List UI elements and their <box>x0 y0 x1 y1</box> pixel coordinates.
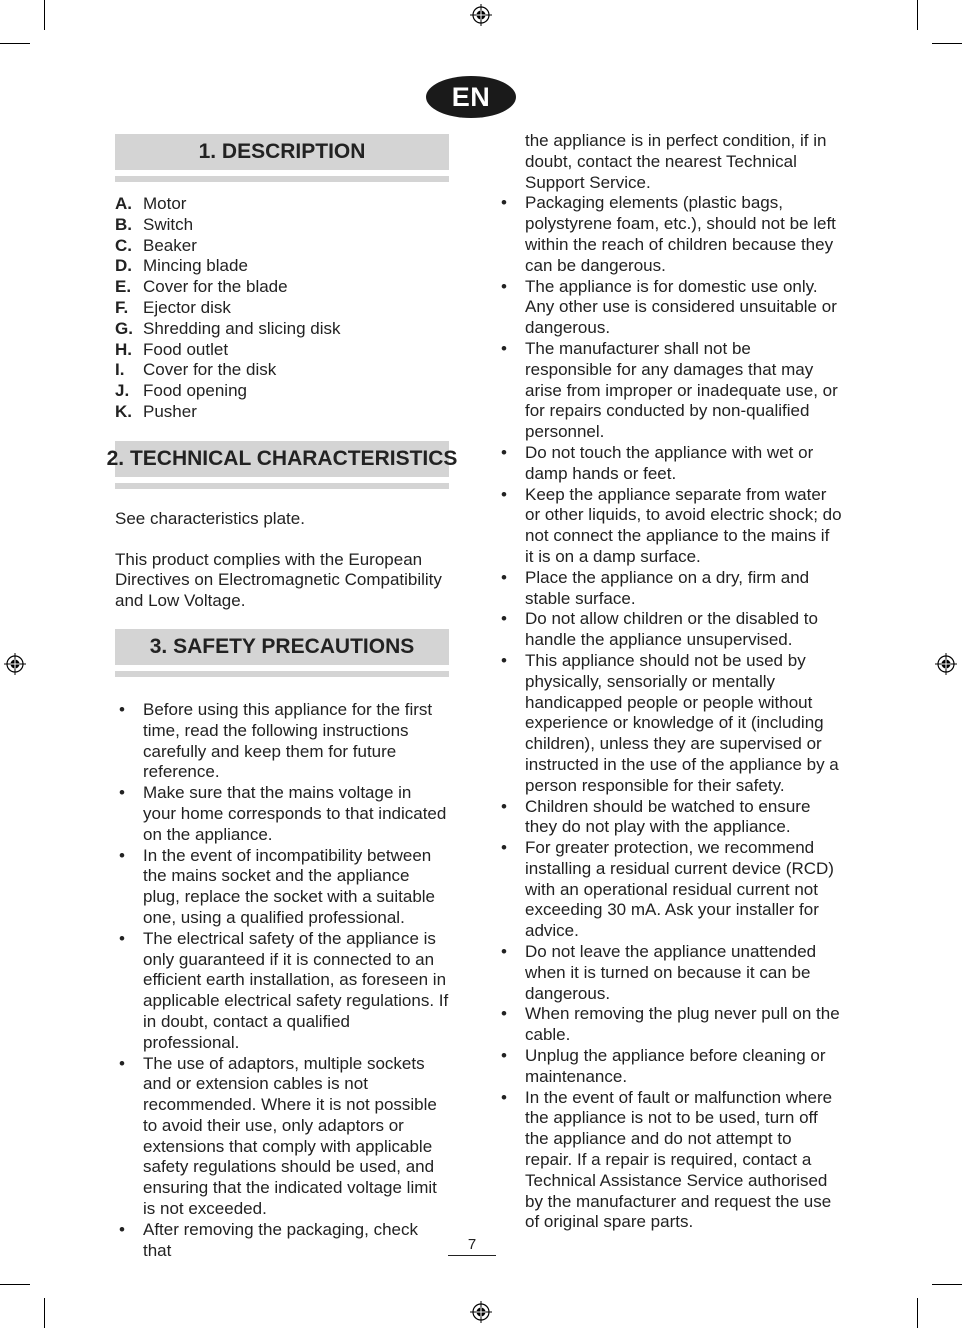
bullet-icon: • <box>119 783 125 803</box>
list-item <box>497 651 842 797</box>
safety-text: In the event of incompatibility between the mains socket and the appliance plug, replace the socket with a suitable one, using a qualified professional. <box>143 845 436 927</box>
safety-text: Make sure that the mains voltage in your home corresponds to that indicated on the appliance. <box>143 783 447 844</box>
part-letter: B. <box>115 214 132 234</box>
safety-text: Place the appliance on a dry, firm and stable surface. <box>525 567 810 608</box>
language-badge: EN <box>426 76 516 118</box>
registration-mark-icon <box>470 4 492 26</box>
right-column <box>497 131 842 1233</box>
list-item <box>115 215 449 236</box>
part-name: Food opening <box>143 381 247 401</box>
safety-text-continuation: the appliance is in perfect condition, if in doubt, contact the nearest Technical Support Service. <box>525 131 827 192</box>
part-letter: G. <box>115 318 133 338</box>
list-item <box>497 193 842 276</box>
safety-text: The manufacturer shall not be responsible for any damages that may arise from improper or inadequate use, or for repairs conducted by non-qualified personnel. <box>525 338 838 442</box>
safety-text: This appliance should not be used by physically, sensorially or mentally handicapped people or people without experience or knowledge of it (including children), unless they are supervised or instructed in the use of the appliance by a person responsible for their safety. <box>525 650 839 795</box>
safety-text: Do not allow children or the disabled to handle the appliance unsupervised. <box>525 609 818 650</box>
part-name: Cover for the disk <box>143 360 277 380</box>
list-item <box>497 443 842 485</box>
bullet-icon: • <box>501 1087 507 1107</box>
list-item <box>115 846 449 929</box>
bullet-icon: • <box>501 942 507 962</box>
bullet-icon: • <box>119 845 125 865</box>
part-letter: K. <box>115 401 132 421</box>
list-item <box>497 277 842 339</box>
safety-heading: 3. SAFETY PRECAUTIONS <box>115 629 449 665</box>
page-number: 7 <box>448 1236 496 1256</box>
list-item <box>115 381 449 402</box>
part-name: Ejector disk <box>143 297 231 317</box>
part-name: Shredding and slicing disk <box>143 318 341 338</box>
safety-text: For greater protection, we recommend installing a residual current device (RCD) with an operational residual current not exceeding 30 mA. Ask your installer for advice. <box>525 838 834 941</box>
safety-text: Before using this appliance for the first time, read the following instructions carefully and keep them for future reference. <box>143 699 433 782</box>
divider <box>115 671 449 677</box>
safety-text: The appliance is for domestic use only. Any other use is considered unsuitable or dangerous. <box>525 276 837 338</box>
part-letter: D. <box>115 256 132 276</box>
technical-heading: 2. TECHNICAL CHARACTERISTICS <box>115 441 449 477</box>
crop-mark <box>0 43 30 44</box>
list-item <box>115 700 449 783</box>
part-name: Food outlet <box>143 339 229 359</box>
safety-text: Do not leave the appliance unattended when it is turned on because it can be dangerous. <box>525 942 817 1003</box>
bullet-icon: • <box>501 796 507 816</box>
list-item <box>497 568 842 610</box>
list-item <box>497 1046 842 1088</box>
list-item <box>115 298 449 319</box>
list-item <box>497 838 842 942</box>
safety-text: When removing the plug never pull on the cable. <box>525 1004 840 1045</box>
bullet-icon: • <box>501 650 507 670</box>
divider <box>115 176 449 182</box>
left-column <box>106 134 458 1261</box>
bullet-icon: • <box>501 276 507 296</box>
list-item <box>497 797 842 839</box>
list-item <box>115 236 449 257</box>
crop-mark <box>932 43 962 44</box>
safety-text: After removing the packaging, check that <box>143 1219 418 1260</box>
bullet-icon: • <box>501 609 507 629</box>
part-letter: A. <box>115 194 132 213</box>
bullet-icon: • <box>501 567 507 587</box>
description-heading: 1. DESCRIPTION <box>115 134 449 170</box>
crop-mark <box>932 1284 962 1285</box>
registration-mark-icon <box>935 653 957 675</box>
part-letter: J. <box>115 381 130 401</box>
safety-text: In the event of fault or malfunction where the appliance is not to be used, turn off the appliance and do not attempt to repair. If a repair is required, contact a Technical Assistance Service authorised by the manufacturer and request the use of original spare parts. <box>525 1087 833 1232</box>
part-letter: C. <box>115 235 132 255</box>
crop-mark <box>0 1284 30 1285</box>
part-letter: F. <box>115 297 129 317</box>
list-item <box>497 942 842 1004</box>
compliance-text: This product complies with the European Directives on Electromagnetic Compatibility and Low Voltage. <box>115 549 442 611</box>
list-item <box>115 319 449 340</box>
registration-mark-icon <box>4 653 26 675</box>
list-item <box>115 1220 449 1262</box>
bullet-icon: • <box>119 1219 125 1239</box>
crop-mark <box>44 1298 45 1328</box>
bullet-icon: • <box>501 838 507 858</box>
part-name: Cover for the blade <box>143 277 288 297</box>
part-name: Motor <box>143 194 187 213</box>
list-item <box>497 1004 842 1046</box>
crop-mark <box>917 1298 918 1328</box>
list-item <box>115 360 449 381</box>
crop-mark <box>917 0 918 30</box>
safety-text: Unplug the appliance before cleaning or maintenance. <box>525 1046 826 1086</box>
list-item <box>115 194 449 215</box>
plate-text: See characteristics plate. <box>115 508 305 528</box>
parts-list <box>115 194 449 423</box>
bullet-icon: • <box>501 484 507 504</box>
part-letter: I. <box>115 360 125 380</box>
list-item <box>115 402 449 423</box>
list-item <box>497 609 842 651</box>
list-item <box>115 929 449 1054</box>
part-letter: H. <box>115 339 132 359</box>
bullet-icon: • <box>501 442 507 462</box>
bullet-icon: • <box>501 1004 507 1024</box>
safety-list-right <box>497 193 842 1233</box>
bullet-icon: • <box>119 928 125 948</box>
list-item <box>115 340 449 361</box>
list-item <box>497 339 842 443</box>
safety-text: Do not touch the appliance with wet or damp hands or feet. <box>525 442 814 483</box>
part-name: Beaker <box>143 235 197 255</box>
safety-text: The use of adaptors, multiple sockets and or extension cables is not recommended. Where it is not possible to avoid their use, only adaptors or extensions that comply with applicable safety regulations should be used, and ensuring that the indicated voltage limit is not exceeded. <box>143 1053 437 1219</box>
part-name: Pusher <box>143 401 197 421</box>
bullet-icon: • <box>501 338 507 358</box>
list-item <box>497 1088 842 1234</box>
list-item <box>115 1054 449 1220</box>
part-letter: E. <box>115 277 132 297</box>
safety-text: Keep the appliance separate from water or other liquids, to avoid electric shock; do not connect the appliance to the mains if it is on a damp surface. <box>525 484 842 566</box>
divider <box>115 483 449 489</box>
bullet-icon: • <box>119 1053 125 1073</box>
list-item <box>115 256 449 277</box>
list-item <box>497 485 842 568</box>
safety-list-left <box>115 700 449 1262</box>
safety-text: Packaging elements (plastic bags, polystyrene foam, etc.), should not be left within the reach of children because they can be dangerous. <box>525 193 836 275</box>
safety-text: The electrical safety of the appliance is only guaranteed if it is connected to an efficient earth installation, as foreseen in applicable electrical safety regulations. If in doubt, contact a qualified professional. <box>143 928 449 1052</box>
crop-mark <box>44 0 45 30</box>
registration-mark-icon <box>470 1301 492 1323</box>
list-item <box>115 277 449 298</box>
bullet-icon: • <box>119 699 125 719</box>
bullet-icon: • <box>501 1046 507 1066</box>
part-name: Switch <box>143 214 194 234</box>
list-item <box>115 783 449 845</box>
part-name: Mincing blade <box>143 256 248 276</box>
bullet-icon: • <box>501 193 507 213</box>
safety-text: Children should be watched to ensure they do not play with the appliance. <box>525 796 811 837</box>
